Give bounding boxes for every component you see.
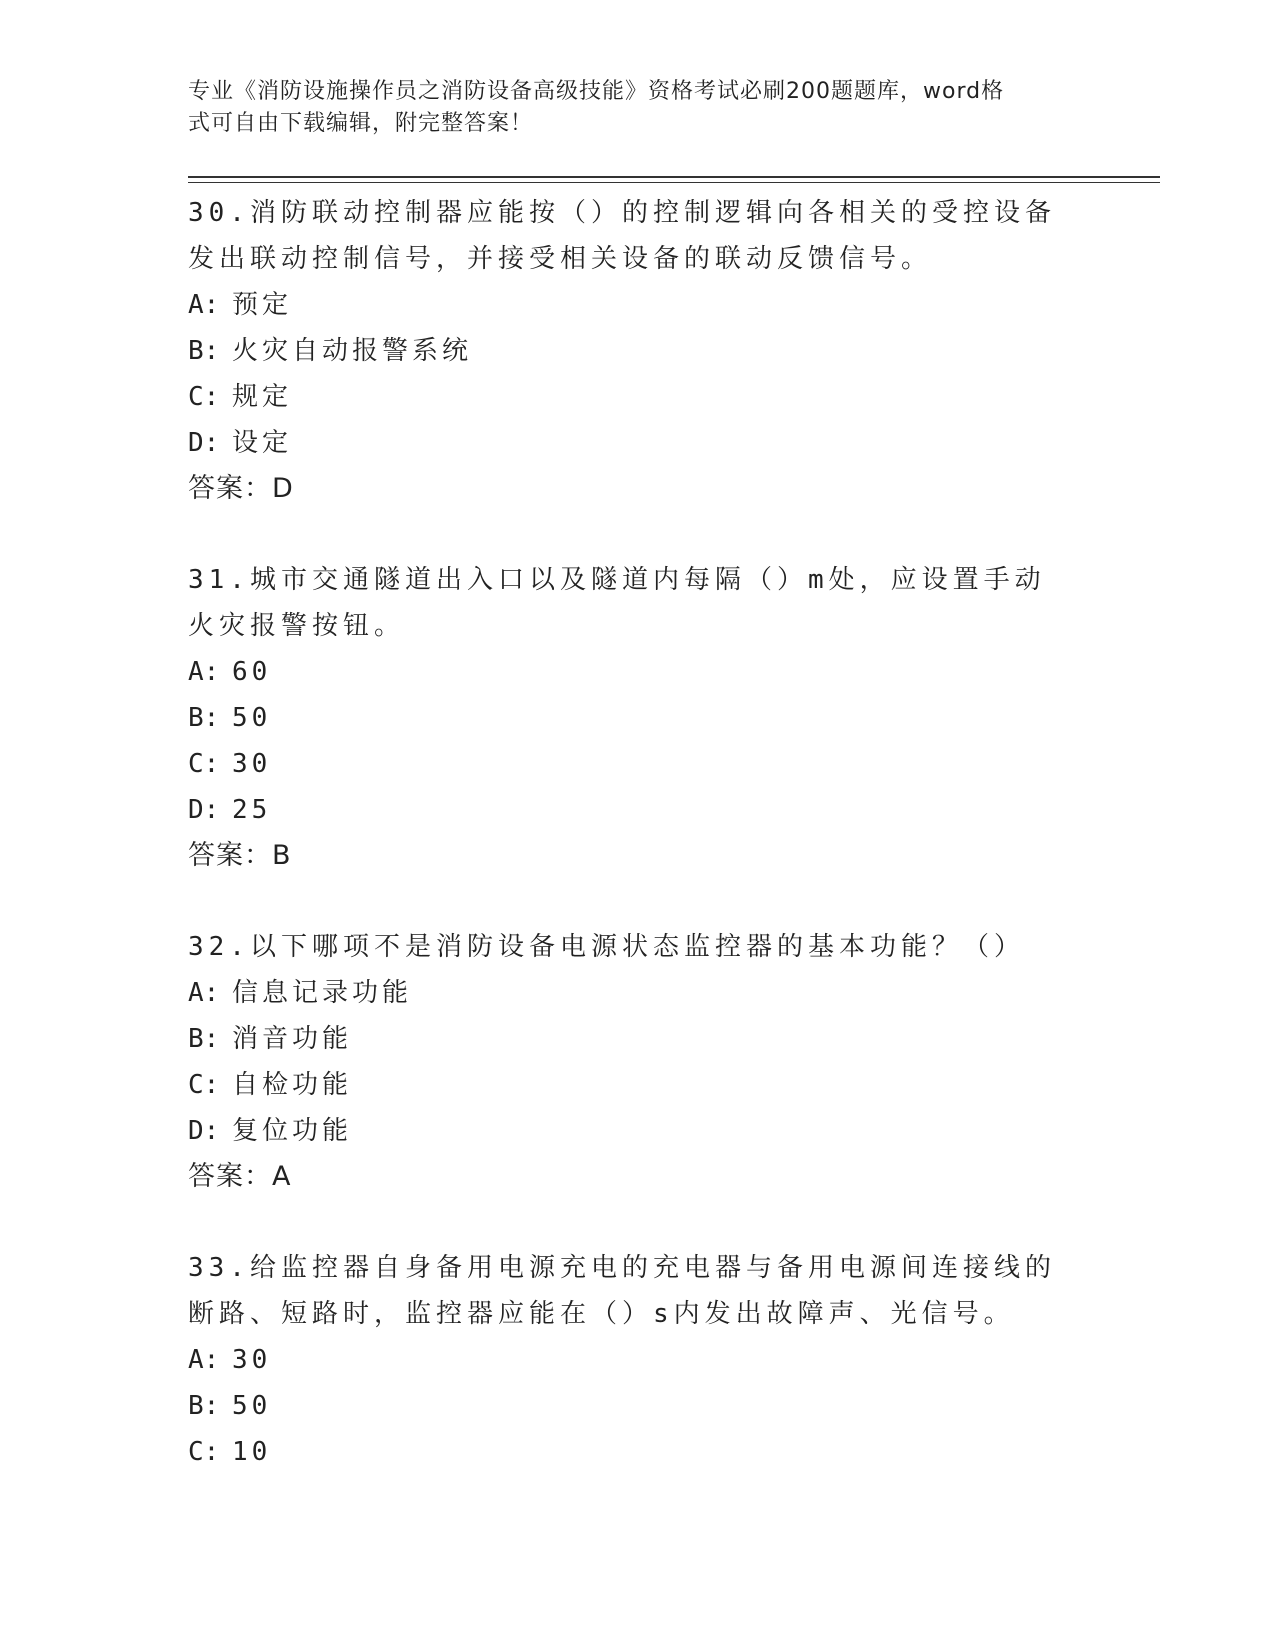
option-text: 消音功能	[232, 1024, 353, 1054]
option-label: C:	[188, 382, 220, 412]
option-c	[188, 1429, 1088, 1475]
option-label: D:	[188, 1116, 220, 1146]
option-text: 信息记录功能	[232, 978, 413, 1008]
header-line-2: 式可自由下载编辑，附完整答案！	[188, 111, 534, 136]
answer-line: 答案：D	[188, 473, 294, 504]
question-text: 31.城市交通隧道出入口以及隧道内每隔（）m处，应设置手动火灾报警按钮。	[188, 565, 1046, 641]
question-list	[188, 190, 1088, 1520]
option-text: 自检功能	[232, 1070, 353, 1100]
option-text: 30	[232, 1345, 272, 1375]
answer-line: 答案：B	[188, 840, 292, 871]
option-label: A:	[188, 978, 220, 1008]
option-text: 预定	[232, 290, 293, 320]
option-a	[188, 649, 1088, 695]
option-label: A:	[188, 657, 220, 687]
option-b	[188, 1383, 1088, 1429]
option-a	[188, 282, 1088, 328]
option-text: 25	[232, 795, 272, 825]
question-31	[188, 557, 1088, 879]
question-32	[188, 924, 1088, 1200]
option-b	[188, 1016, 1088, 1062]
option-c	[188, 374, 1088, 420]
option-text: 规定	[232, 382, 293, 412]
header-divider-thin	[188, 182, 1160, 183]
option-text: 50	[232, 703, 272, 733]
header-line-1: 专业《消防设施操作员之消防设备高级技能》资格考试必刷200题题库，word格	[188, 79, 1005, 104]
option-label: D:	[188, 795, 220, 825]
option-c	[188, 741, 1088, 787]
header-divider-thick	[188, 176, 1160, 178]
option-label: B:	[188, 336, 220, 366]
question-text: 33.给监控器自身备用电源充电的充电器与备用电源间连接线的断路、短路时，监控器应能在（）s内发出故障声、光信号。	[188, 1253, 1056, 1329]
option-text: 10	[232, 1437, 272, 1467]
question-30	[188, 190, 1088, 512]
option-label: C:	[188, 749, 220, 779]
option-text: 60	[232, 657, 272, 687]
option-label: C:	[188, 1437, 220, 1467]
option-label: A:	[188, 290, 220, 320]
document-header	[188, 76, 1088, 140]
option-label: C:	[188, 1070, 220, 1100]
option-text: 30	[232, 749, 272, 779]
option-text: 复位功能	[232, 1116, 353, 1146]
option-text: 50	[232, 1391, 272, 1421]
option-label: B:	[188, 1024, 220, 1054]
option-d	[188, 420, 1088, 466]
question-text: 32.以下哪项不是消防设备电源状态监控器的基本功能？（）	[188, 932, 1025, 962]
option-label: B:	[188, 703, 220, 733]
option-a	[188, 970, 1088, 1016]
option-label: A:	[188, 1345, 220, 1375]
question-33	[188, 1245, 1088, 1475]
option-label: B:	[188, 1391, 220, 1421]
option-label: D:	[188, 428, 220, 458]
option-text: 设定	[232, 428, 293, 458]
option-text: 火灾自动报警系统	[232, 336, 473, 366]
question-text: 30.消防联动控制器应能按（）的控制逻辑向各相关的受控设备发出联动控制信号，并接受相关设备的联动反馈信号。	[188, 198, 1056, 274]
option-b	[188, 695, 1088, 741]
answer-line: 答案：A	[188, 1161, 292, 1192]
option-a	[188, 1337, 1088, 1383]
option-d	[188, 787, 1088, 833]
option-c	[188, 1062, 1088, 1108]
option-d	[188, 1108, 1088, 1154]
option-b	[188, 328, 1088, 374]
